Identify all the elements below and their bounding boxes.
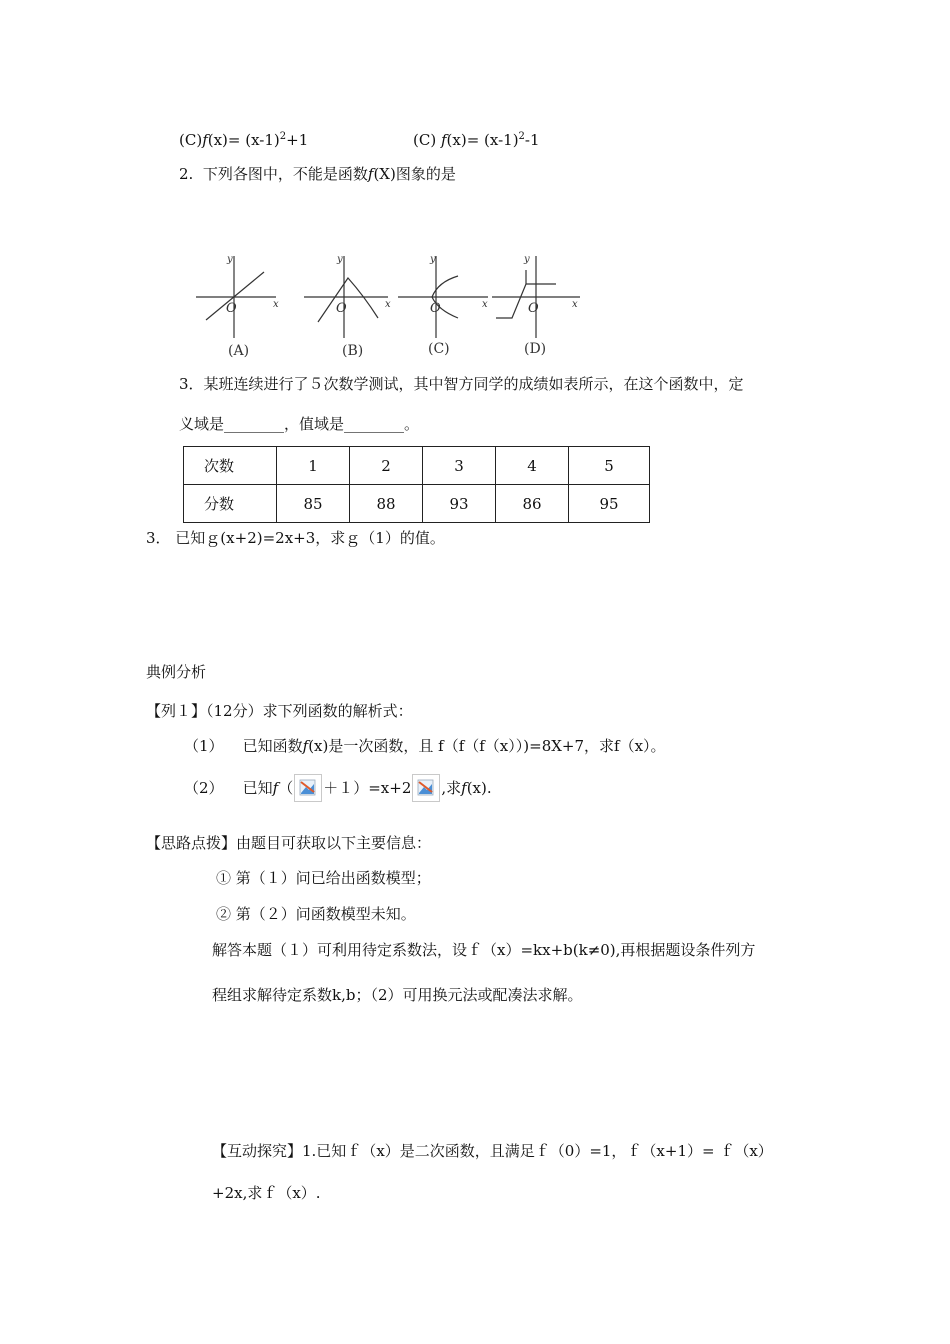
question-3b: 3． 已知ｇ(x+2)=2x+3，求ｇ（1）的值。 <box>146 529 445 547</box>
table-cell: 次数 <box>184 447 277 485</box>
part-text: ,求 <box>441 779 462 797</box>
option-tail: -1 <box>524 131 540 149</box>
exponent: 2 <box>279 131 287 142</box>
question-3-line2: 义域是________，值域是________。 <box>179 415 420 433</box>
option-label: (C) <box>179 131 203 149</box>
graph-a-y-label: y <box>227 254 233 265</box>
table-cell: 2 <box>350 447 423 485</box>
part-text: 已知 <box>242 779 273 797</box>
graph-c-origin: O <box>430 301 441 316</box>
hint-item-2: ② 第（２）问函数模型未知。 <box>216 905 416 923</box>
part-number: （2） <box>184 779 224 797</box>
graph-c-y-label: y <box>430 254 436 265</box>
section-title: 典例分析 <box>146 663 207 681</box>
f-symbol: f <box>302 737 309 755</box>
table-cell: 88 <box>350 485 423 523</box>
question-3-line1: 3．某班连续进行了５次数学测试，其中智方同学的成绩如表所示，在这个函数中，定 <box>179 375 744 393</box>
graph-d-y-label: y <box>524 254 530 265</box>
function-graphs-figure <box>192 246 592 364</box>
graph-b-label: (B) <box>342 343 364 359</box>
graph-d-label: (D) <box>524 341 547 357</box>
part-text: (x). <box>466 779 492 797</box>
table-cell: 分数 <box>184 485 277 523</box>
option-c-right <box>413 127 540 150</box>
graph-b-x-label: x <box>385 299 391 310</box>
f-symbol: f <box>367 165 374 183</box>
graph-a-label: (A) <box>228 343 250 359</box>
table-row <box>184 447 650 485</box>
table-cell: 4 <box>496 447 569 485</box>
graph-c-label: (C) <box>428 341 450 357</box>
table-cell: 93 <box>423 485 496 523</box>
explore-line-2: +2x,求ｆ（x）. <box>212 1184 321 1202</box>
broken-image-icon <box>294 774 322 802</box>
score-table <box>183 446 650 523</box>
hint-item-1: ① 第（１）问已给出函数模型； <box>216 869 431 887</box>
graph-d <box>492 256 580 338</box>
graph-c <box>398 256 488 338</box>
option-expr: (x)= (x-1) <box>446 131 519 149</box>
example-1-header: 【列１】（12分）求下列函数的解析式： <box>146 702 413 720</box>
table-cell: 3 <box>423 447 496 485</box>
f-symbol: f <box>461 779 467 797</box>
table-row <box>184 485 650 523</box>
broken-image-icon <box>412 774 440 802</box>
example-1-part-1 <box>184 736 666 756</box>
part-equation: f（f（f（x））)=8X+7，求f（x）。 <box>438 737 666 755</box>
graph-b-y-label: y <box>337 254 343 265</box>
table-cell: 1 <box>277 447 350 485</box>
graph-d-origin: O <box>528 301 539 316</box>
part-text: 已知函数 <box>242 737 303 755</box>
graph-a-origin: O <box>226 301 237 316</box>
option-c-left <box>179 127 308 150</box>
f-symbol: f <box>272 779 279 797</box>
part-text: (x)是一次函数，且 <box>308 737 434 755</box>
graph-b <box>304 256 388 338</box>
part-text: ＋１）=x+2 <box>323 779 412 797</box>
hint-header: 【思路点拨】由题目可获取以下主要信息： <box>146 834 432 852</box>
part-text: （ <box>278 779 294 797</box>
option-expr: (x)= (x-1) <box>207 131 280 149</box>
table-cell: 86 <box>496 485 569 523</box>
graph-d-x-label: x <box>572 299 578 310</box>
table-cell: 85 <box>277 485 350 523</box>
question-2 <box>179 164 456 184</box>
f-symbol: f <box>202 131 208 149</box>
graph-a <box>196 256 276 338</box>
graph-c-x-label: x <box>482 299 488 310</box>
option-tail: +1 <box>286 131 309 149</box>
exponent: 2 <box>518 131 525 142</box>
explore-line-1: 【互动探究】1.已知ｆ（x）是二次函数，且满足ｆ（0）=1，ｆ（x+1）= ｆ（x） <box>212 1142 773 1160</box>
table-cell: 95 <box>569 485 650 523</box>
graph-a-x-label: x <box>273 299 279 310</box>
question-number: 2. <box>179 165 194 183</box>
question-text: 下列各图中，不能是函数 <box>202 165 368 183</box>
part-number: （1） <box>184 737 224 755</box>
hint-line-3: 解答本题（１）可利用待定系数法，设ｆ（x）=kx+b(k≠0),再根据题设条件列方 <box>212 941 756 959</box>
table-cell: 5 <box>569 447 650 485</box>
question-text: (X)图象的是 <box>373 165 456 183</box>
f-symbol: f <box>440 131 447 149</box>
hint-line-4: 程组求解待定系数k,b；（2）可用换元法或配凑法求解。 <box>212 986 583 1004</box>
option-label: (C) <box>413 131 437 149</box>
graph-b-origin: O <box>336 301 347 316</box>
example-1-part-2 <box>184 774 492 802</box>
